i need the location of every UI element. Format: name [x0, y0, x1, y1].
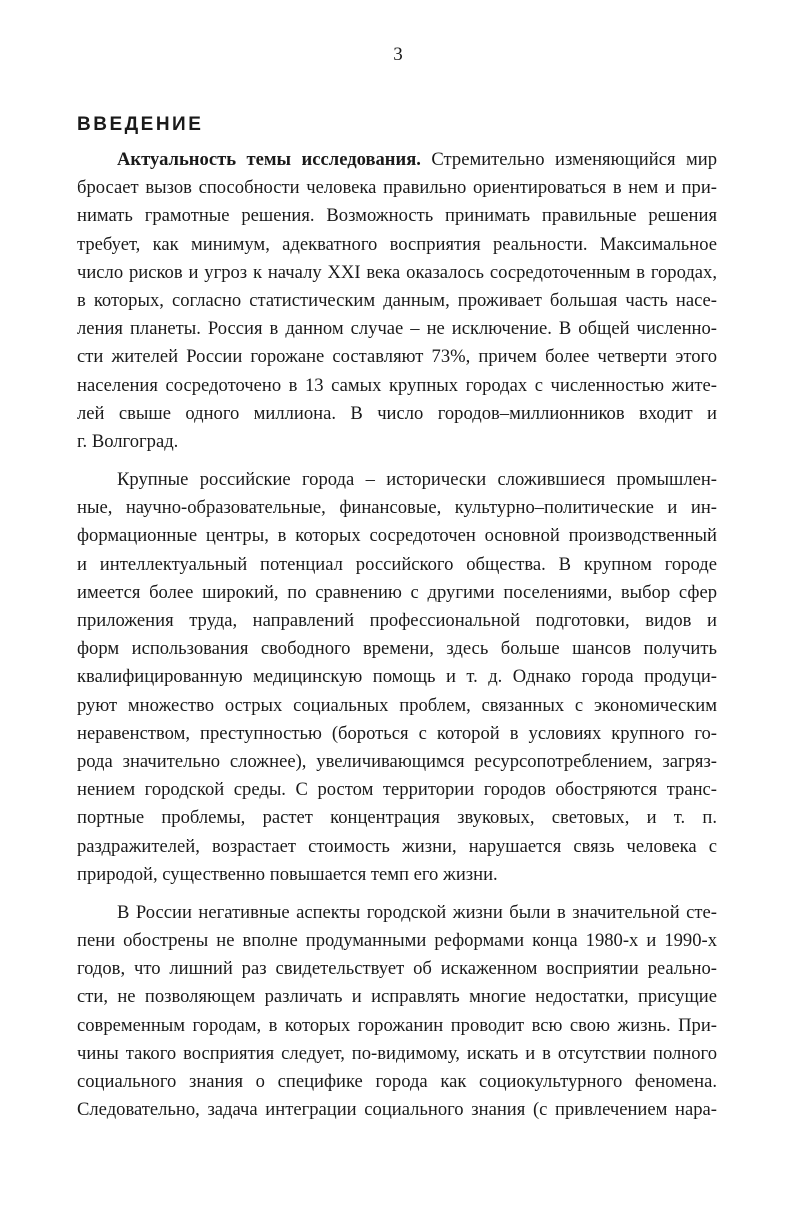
paragraph-3 — [77, 899, 717, 1125]
lead-phrase: Актуальность темы исследования. — [117, 149, 421, 170]
text-line: сти жителей России горожане составляют 73%, причем более четверти этого — [77, 346, 717, 368]
text-line: ления планеты. Россия в данном случае – не исключение. В общей численно- — [77, 318, 717, 340]
text-line: бросает вызов способности человека правильно ориентироваться в нем и при- — [77, 177, 717, 199]
paragraph-2 — [77, 466, 717, 889]
text-line: форм использования свободного времени, здесь больше шансов получить — [77, 638, 717, 660]
text-line: нимать грамотные решения. Возможность принимать правильные решения — [77, 205, 717, 227]
text-line: приложения труда, направлений профессиональной подготовки, видов и — [77, 610, 717, 631]
text-line: Крупные российские города – исторически сложившиеся промышлен- — [117, 469, 717, 491]
text-line: Актуальность темы исследования. Стремительно изменяющийся мир — [117, 149, 717, 170]
text-line: в которых, согласно статистическим данным, проживает большая часть насе- — [77, 289, 717, 311]
text-line: и интеллектуальный потенциал российского общества. В крупном городе — [77, 553, 717, 575]
text-line: Следовательно, задача интеграции социального знания (с привлечением нара- — [77, 1099, 717, 1121]
body-text — [77, 146, 717, 1124]
text-line: ные, научно-образовательные, финансовые, культурно–политические и ин- — [77, 497, 717, 519]
paragraph-1 — [77, 146, 717, 456]
text-line: квалифицированную медицинскую помощь и т. д. Однако города продуци- — [77, 666, 717, 688]
text-line: рода значительно сложнее), увеличивающимся ресурсопотреблением, загряз- — [77, 750, 717, 772]
text-line: чины такого восприятия следует, по-видимому, искать и в отсутствии полного — [77, 1042, 717, 1064]
text-line: руют множество острых социальных проблем, связанных с экономическим — [77, 694, 717, 716]
text-line: природой, существенно повышается темп его жизни. — [77, 863, 498, 885]
text-line: портные проблемы, растет концентрация звуковых, световых, и т. п. — [77, 807, 717, 829]
text-line: В России негативные аспекты городской жизни были в значительной сте- — [117, 901, 717, 923]
text-line: неравенством, преступностью (бороться с которой в условиях крупного го- — [77, 722, 717, 744]
section-heading: ВВЕДЕНИЕ — [77, 114, 204, 135]
text-line: пени обострены не вполне продуманными реформами конца 1980-х и 1990-х — [77, 930, 717, 952]
text-line: социального знания о специфике города как социокультурного феномена. — [77, 1071, 717, 1092]
page-number: 3 — [393, 44, 403, 65]
text-line: лей свыше одного миллиона. В число городов–миллионников входит и — [77, 402, 717, 424]
text-line: требует, как минимум, адекватного восприятия реальности. Максимальное — [77, 233, 717, 255]
text-line: число рисков и угроз к началу XXI века оказалось сосредоточенным в городах, — [77, 261, 717, 283]
text-line: раздражителей, возрастает стоимость жизни, нарушается связь человека с — [77, 835, 717, 857]
text-line: г. Волгоград. — [77, 430, 179, 452]
text-line: годов, что лишний раз свидетельствует об искаженном восприятии реально- — [77, 958, 717, 980]
text-line: формационные центры, в которых сосредоточен основной производственный — [77, 525, 717, 547]
text-line: сти, не позволяющем различать и исправлять многие недостатки, присущие — [77, 986, 717, 1008]
text-line: современным городам, в которых горожанин проводит всю свою жизнь. При- — [77, 1014, 717, 1036]
text-line: имеется более широкий, по сравнению с другими поселениями, выбор сфер — [77, 581, 717, 603]
text-line: нением городской среды. С ростом территории городов обостряются транс- — [77, 779, 717, 801]
text-line: населения сосредоточено в 13 самых крупных городах с численностью жите- — [77, 374, 717, 396]
